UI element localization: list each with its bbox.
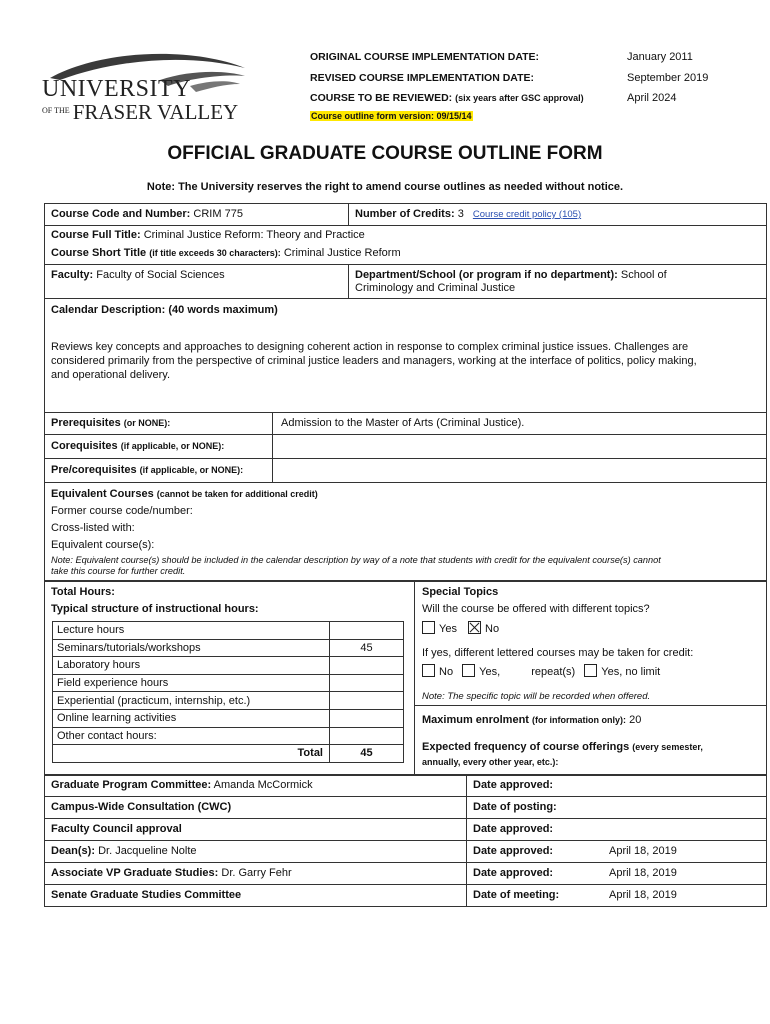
- amend-note: Note: The University reserves the right to amend course outlines as needed without notice.: [146, 181, 624, 193]
- department-value-1: School of: [620, 269, 667, 281]
- approval-date-label: Date approved:: [473, 823, 554, 835]
- form-version-badge: Course outline form version: 09/15/14: [311, 111, 472, 121]
- approval-value: Dr. Garry Fehr: [221, 867, 292, 879]
- equivalent-small: (cannot be taken for additional credit): [156, 489, 318, 499]
- course-code-field: [51, 208, 243, 220]
- no-label: No: [485, 623, 500, 635]
- frequency-label: Expected frequency of course offerings: [422, 741, 630, 753]
- prerequisites-label: Prerequisites: [51, 417, 121, 429]
- course-code-value: CRIM 775: [193, 208, 243, 220]
- table-row: [53, 709, 404, 727]
- approval-label: Dean(s):: [51, 845, 96, 857]
- yes-checkbox[interactable]: [422, 621, 435, 634]
- revised-date-label: REVISED COURSE IMPLEMENTATION DATE:: [310, 72, 535, 84]
- full-title-label: Course Full Title:: [51, 229, 141, 241]
- approval-label: Associate VP Graduate Studies:: [51, 867, 219, 879]
- prerequisites-small: (or NONE):: [123, 418, 171, 428]
- short-title-small: (if title exceeds 30 characters):: [149, 248, 281, 258]
- prerequisites-label-wrap: [51, 417, 170, 429]
- special-topics-label: Special Topics: [422, 586, 499, 598]
- hours-name: Laboratory hours: [53, 657, 330, 675]
- table-row: [53, 639, 404, 657]
- max-enrolment-value: 20: [629, 714, 642, 726]
- credits-label: Number of Credits:: [355, 208, 455, 220]
- corequisites-small: (if applicable, or NONE):: [120, 441, 225, 451]
- full-title-field: [51, 229, 365, 241]
- review-date-label: COURSE TO BE REVIEWED:: [310, 92, 453, 104]
- lettered-courses-text: If yes, different lettered courses may be taken for credit:: [422, 647, 694, 659]
- full-title-value: Criminal Justice Reform: Theory and Practice: [143, 229, 365, 241]
- equivalent-courses-section: [51, 486, 318, 554]
- approval-row-faculty-council: [51, 823, 182, 835]
- former-course-field: Former course code/number:: [51, 505, 193, 517]
- original-date-label: ORIGINAL COURSE IMPLEMENTATION DATE:: [310, 51, 540, 63]
- equivalent-note-line-1: Note: Equivalent course(s) should be included in the calendar description by way of a note that students with credit for the equivalent course(s) cannot: [51, 555, 661, 565]
- calendar-label: Calendar Description: (40 words maximum): [51, 304, 278, 316]
- specific-topic-note: Note: The specific topic will be recorded when offered.: [422, 691, 651, 702]
- hours-value: [330, 622, 404, 640]
- hours-value: [330, 727, 404, 745]
- hours-name: Lecture hours: [53, 622, 330, 640]
- table-row: [53, 622, 404, 640]
- max-enrolment-field: [422, 714, 641, 726]
- approval-date: April 18, 2019: [609, 889, 677, 901]
- approval-label: Graduate Program Committee:: [51, 779, 212, 791]
- credits-field: [355, 208, 581, 220]
- frequency-field: [422, 740, 703, 770]
- max-enrolment-label: Maximum enrolment: [422, 714, 529, 726]
- hours-value: [330, 657, 404, 675]
- short-title-label: Course Short Title: [51, 247, 147, 259]
- lettered-no-checkbox[interactable]: [422, 664, 435, 677]
- lettered-yes-checkbox[interactable]: [462, 664, 475, 677]
- lettered-yes-label: Yes,: [479, 666, 501, 678]
- credits-value: 3: [457, 208, 464, 220]
- lettered-options: [422, 664, 660, 678]
- table-row: [53, 674, 404, 692]
- approval-row-gpc: [51, 779, 313, 791]
- equivalent-label: Equivalent Courses: [51, 488, 154, 500]
- table-row: [53, 727, 404, 745]
- approval-row-avp: [51, 867, 292, 879]
- calendar-line-1: Reviews key concepts and approaches to designing coherent action in response to complex criminal justice issues. Challenges are: [51, 341, 689, 353]
- equivalent-course-field: Equivalent course(s):: [51, 539, 155, 551]
- no-checkbox-checked[interactable]: [468, 621, 481, 634]
- max-enrolment-small: (for information only):: [532, 715, 627, 725]
- hours-value: [330, 709, 404, 727]
- hours-name: Other contact hours:: [53, 727, 330, 745]
- total-hours-label: Total Hours:: [51, 586, 115, 598]
- special-topics-options: [422, 621, 499, 635]
- calendar-line-2: considered primarily from the perspective of criminal justice leaders and managers, working at the interface of politics, policy making,: [51, 355, 697, 367]
- approval-label: Senate Graduate Studies Committee: [51, 889, 242, 901]
- course-code-label: Course Code and Number:: [51, 208, 191, 220]
- faculty-value: Faculty of Social Sciences: [96, 269, 225, 281]
- credit-policy-link[interactable]: Course credit policy (105): [472, 209, 582, 220]
- calendar-line-3: and operational delivery.: [51, 369, 171, 381]
- special-topics-question: Will the course be offered with different topics?: [422, 603, 650, 615]
- page-title: OFFICIAL GRADUATE COURSE OUTLINE FORM: [167, 143, 603, 164]
- table-row-total: [53, 745, 404, 763]
- approval-row-senate: [51, 889, 241, 901]
- department-value-2: Criminology and Criminal Justice: [355, 282, 516, 294]
- frequency-small-2: annually, every other year, etc.):: [422, 757, 559, 767]
- review-date-label-wrap: [310, 92, 584, 104]
- hours-total-value: 45: [330, 745, 404, 763]
- table-row: [53, 692, 404, 710]
- short-title-value: Criminal Justice Reform: [283, 247, 401, 259]
- hours-name: Experiential (practicum, internship, etc.): [53, 692, 330, 710]
- logo-line2: FRASER VALLEY: [72, 100, 239, 124]
- hours-value: 45: [330, 639, 404, 657]
- logo-line1: UNIVERSITY: [42, 76, 191, 102]
- no-limit-label: Yes, no limit: [601, 666, 661, 678]
- original-date-value: January 2011: [627, 51, 693, 63]
- corequisites-label-wrap: [51, 440, 224, 452]
- corequisites-label: Corequisites: [51, 440, 118, 452]
- hours-value: [330, 674, 404, 692]
- approval-date: April 18, 2019: [609, 845, 677, 857]
- approval-date-label: Date of posting:: [473, 801, 557, 813]
- approval-row-cwc: [51, 801, 231, 813]
- approval-date-label: Date approved:: [473, 845, 554, 857]
- university-logo: [40, 50, 250, 122]
- precorequisites-small: (if applicable, or NONE):: [139, 465, 244, 475]
- approval-value: Dr. Jacqueline Nolte: [98, 845, 197, 857]
- precorequisites-label: Pre/corequisites: [51, 464, 137, 476]
- approval-date-label: Date of meeting:: [473, 889, 560, 901]
- precorequisites-label-wrap: [51, 464, 243, 476]
- review-date-value: April 2024: [627, 92, 677, 104]
- equivalent-note: [51, 555, 661, 577]
- cross-listed-field: Cross-listed with:: [51, 522, 135, 534]
- short-title-field: [51, 247, 401, 259]
- frequency-small-1: (every semester,: [632, 742, 703, 752]
- faculty-label: Faculty:: [51, 269, 94, 281]
- approval-date-label: Date approved:: [473, 779, 554, 791]
- no-limit-checkbox[interactable]: [584, 664, 597, 677]
- logo-of-the: OF THE: [42, 106, 70, 115]
- approval-value: Amanda McCormick: [213, 779, 313, 791]
- approval-row-dean: [51, 845, 197, 857]
- hours-total-label: Total: [53, 745, 330, 763]
- logo-line2-wrap: [42, 100, 238, 125]
- structure-label: Typical structure of instructional hours:: [51, 603, 259, 615]
- calendar-description: [51, 340, 697, 382]
- table-row: [53, 657, 404, 675]
- faculty-field: [51, 269, 225, 281]
- department-label: Department/School (or program if no department):: [355, 269, 618, 281]
- hours-name: Seminars/tutorials/workshops: [53, 639, 330, 657]
- equivalent-note-line-2: take this course for further credit.: [51, 566, 186, 576]
- approval-label: Campus-Wide Consultation (CWC): [51, 801, 232, 813]
- hours-name: Online learning activities: [53, 709, 330, 727]
- revised-date-value: September 2019: [627, 72, 709, 84]
- department-field: [355, 269, 760, 294]
- hours-name: Field experience hours: [53, 674, 330, 692]
- approval-label: Faculty Council approval: [51, 823, 182, 835]
- approval-date: April 18, 2019: [609, 867, 677, 879]
- review-date-small: (six years after GSC approval): [455, 93, 584, 103]
- approval-date-label: Date approved:: [473, 867, 554, 879]
- prerequisites-value: Admission to the Master of Arts (Criminal Justice).: [281, 417, 525, 429]
- hours-table: [52, 621, 404, 763]
- repeat-label: repeat(s): [531, 666, 576, 678]
- yes-label: Yes: [439, 623, 457, 635]
- hours-value: [330, 692, 404, 710]
- lettered-no-label: No: [439, 666, 454, 678]
